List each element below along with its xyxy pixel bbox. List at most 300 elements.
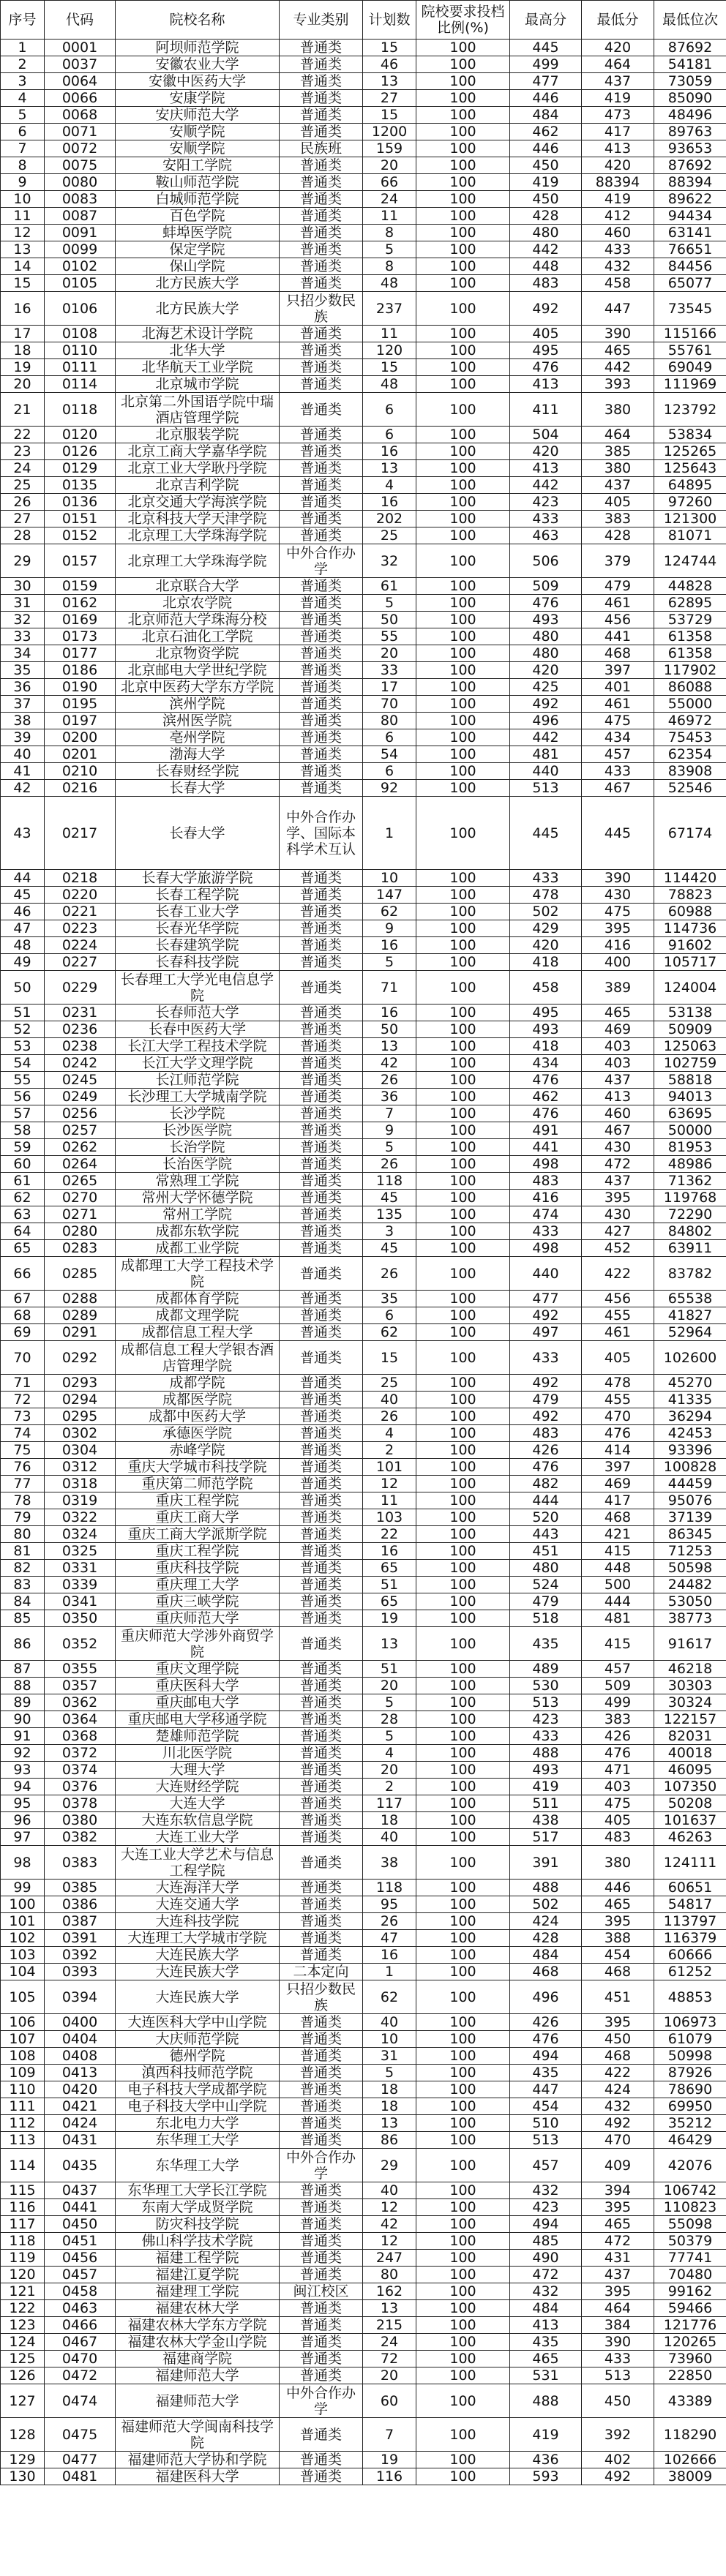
cell-school-name: 北京科技大学天津学院 (116, 511, 280, 527)
cell-plan: 103 (363, 1509, 416, 1526)
cell-category: 中外合作办学、国际本科学术互认 (280, 797, 363, 870)
table-row (1, 2199, 726, 2216)
cell-min-score: 447 (582, 292, 654, 326)
cell-index: 29 (1, 544, 45, 578)
cell-min-rank: 124111 (654, 1846, 726, 1880)
cell-category: 普通类 (280, 2065, 363, 2081)
cell-index: 92 (1, 1745, 45, 1762)
cell-max-score: 436 (510, 2452, 582, 2468)
cell-min-score: 417 (582, 1492, 654, 1509)
table-row (1, 2081, 726, 2098)
cell-code: 0280 (45, 1223, 116, 1240)
table-row (1, 40, 726, 56)
cell-ratio: 100 (416, 729, 510, 746)
cell-ratio: 100 (416, 73, 510, 90)
cell-max-score: 480 (510, 1560, 582, 1577)
cell-min-rank: 62354 (654, 746, 726, 763)
cell-min-score: 395 (582, 2014, 654, 2031)
header-min-rank: 最低位次 (654, 1, 726, 40)
cell-school-name: 长春师范大学 (116, 1005, 280, 1021)
cell-ratio: 100 (416, 2452, 510, 2468)
cell-min-score: 379 (582, 544, 654, 578)
cell-school-name: 大连民族大学 (116, 1980, 280, 2014)
table-row (1, 460, 726, 477)
cell-code: 0376 (45, 1779, 116, 1795)
cell-index: 126 (1, 2367, 45, 2384)
cell-index: 108 (1, 2048, 45, 2065)
table-row (1, 511, 726, 527)
cell-min-rank: 78823 (654, 887, 726, 904)
cell-max-score: 391 (510, 1846, 582, 1880)
cell-category: 普通类 (280, 1678, 363, 1694)
cell-ratio: 100 (416, 1678, 510, 1694)
cell-school-name: 安顺学院 (116, 140, 280, 157)
cell-code: 0291 (45, 1324, 116, 1341)
cell-min-score: 446 (582, 1880, 654, 1896)
cell-min-rank: 124004 (654, 971, 726, 1005)
cell-code: 0441 (45, 2199, 116, 2216)
cell-index: 40 (1, 746, 45, 763)
cell-min-score: 433 (582, 241, 654, 258)
cell-plan: 26 (363, 1408, 416, 1425)
cell-max-score: 450 (510, 191, 582, 208)
cell-min-score: 393 (582, 376, 654, 393)
cell-min-score: 403 (582, 1779, 654, 1795)
cell-ratio: 100 (416, 1122, 510, 1139)
cell-ratio: 100 (416, 971, 510, 1005)
cell-max-score: 426 (510, 1442, 582, 1459)
cell-plan: 40 (363, 2014, 416, 2031)
cell-ratio: 100 (416, 1038, 510, 1055)
cell-plan: 17 (363, 679, 416, 696)
cell-category: 普通类 (280, 107, 363, 124)
cell-code: 0466 (45, 2317, 116, 2334)
cell-max-score: 465 (510, 2351, 582, 2367)
cell-min-rank: 60988 (654, 904, 726, 920)
header-min-score: 最低分 (582, 1, 654, 40)
cell-plan: 32 (363, 544, 416, 578)
cell-code: 0302 (45, 1425, 116, 1442)
cell-school-name: 大连海洋大学 (116, 1880, 280, 1896)
cell-max-score: 433 (510, 511, 582, 527)
cell-plan: 118 (363, 1880, 416, 1896)
table-row (1, 578, 726, 595)
cell-min-score: 427 (582, 1223, 654, 1240)
cell-plan: 7 (363, 2418, 416, 2452)
cell-min-rank: 60666 (654, 1947, 726, 1964)
cell-category: 普通类 (280, 2351, 363, 2367)
cell-school-name: 成都工业学院 (116, 1240, 280, 1257)
cell-min-rank: 73960 (654, 2351, 726, 2367)
table-row (1, 241, 726, 258)
cell-school-name: 北京服装学院 (116, 427, 280, 443)
cell-max-score: 478 (510, 887, 582, 904)
cell-category: 普通类 (280, 208, 363, 225)
cell-ratio: 100 (416, 258, 510, 275)
cell-school-name: 德州学院 (116, 2048, 280, 2065)
cell-school-name: 重庆医科大学 (116, 1678, 280, 1694)
cell-ratio: 100 (416, 1442, 510, 1459)
cell-category: 普通类 (280, 2367, 363, 2384)
cell-min-rank: 71253 (654, 1543, 726, 1560)
cell-index: 111 (1, 2098, 45, 2115)
cell-min-score: 468 (582, 1509, 654, 1526)
table-row (1, 1021, 726, 1038)
cell-category: 中外合作办学 (280, 544, 363, 578)
table-row (1, 90, 726, 107)
cell-max-score: 413 (510, 376, 582, 393)
cell-plan: 86 (363, 2132, 416, 2149)
table-row (1, 780, 726, 797)
cell-min-score: 394 (582, 2182, 654, 2199)
table-row (1, 56, 726, 73)
table-row (1, 2182, 726, 2199)
cell-max-score: 518 (510, 1610, 582, 1627)
cell-index: 53 (1, 1038, 45, 1055)
table-row (1, 1812, 726, 1829)
cell-code: 0285 (45, 1257, 116, 1291)
cell-school-name: 长春工程学院 (116, 887, 280, 904)
cell-index: 56 (1, 1089, 45, 1105)
cell-min-rank: 91617 (654, 1627, 726, 1661)
cell-ratio: 100 (416, 1711, 510, 1728)
cell-index: 77 (1, 1476, 45, 1492)
table-row (1, 1257, 726, 1291)
cell-index: 90 (1, 1711, 45, 1728)
cell-school-name: 北京石油化工学院 (116, 628, 280, 645)
cell-max-score: 448 (510, 258, 582, 275)
cell-category: 普通类 (280, 1762, 363, 1779)
cell-min-rank: 45270 (654, 1375, 726, 1392)
cell-ratio: 100 (416, 56, 510, 73)
cell-plan: 5 (363, 954, 416, 971)
table-row (1, 1661, 726, 1678)
cell-max-score: 479 (510, 1593, 582, 1610)
cell-min-score: 450 (582, 2384, 654, 2418)
cell-ratio: 100 (416, 40, 510, 56)
cell-min-rank: 93653 (654, 140, 726, 157)
cell-school-name: 大连理工大学城市学院 (116, 1930, 280, 1947)
cell-min-score: 412 (582, 208, 654, 225)
cell-max-score: 488 (510, 1880, 582, 1896)
cell-min-score: 383 (582, 1711, 654, 1728)
cell-plan: 16 (363, 443, 416, 460)
cell-ratio: 100 (416, 1392, 510, 1408)
cell-min-rank: 36294 (654, 1408, 726, 1425)
cell-min-score: 395 (582, 1190, 654, 1206)
cell-code: 0129 (45, 460, 116, 477)
cell-plan: 7 (363, 1105, 416, 1122)
cell-min-score: 437 (582, 1072, 654, 1089)
cell-index: 11 (1, 208, 45, 225)
cell-min-score: 395 (582, 2199, 654, 2216)
cell-index: 62 (1, 1190, 45, 1206)
cell-index: 63 (1, 1206, 45, 1223)
cell-school-name: 东北电力大学 (116, 2115, 280, 2132)
cell-min-rank: 88394 (654, 174, 726, 191)
cell-category: 普通类 (280, 2098, 363, 2115)
table-row (1, 2031, 726, 2048)
cell-min-rank: 55761 (654, 342, 726, 359)
cell-max-score: 445 (510, 40, 582, 56)
cell-max-score: 513 (510, 2132, 582, 2149)
cell-code: 0162 (45, 595, 116, 612)
table-row (1, 1610, 726, 1627)
cell-min-score: 413 (582, 140, 654, 157)
cell-school-name: 成都信息工程大学 (116, 1324, 280, 1341)
cell-code: 0159 (45, 578, 116, 595)
cell-code: 0304 (45, 1442, 116, 1459)
cell-plan: 6 (363, 427, 416, 443)
cell-plan: 10 (363, 870, 416, 887)
cell-plan: 117 (363, 1795, 416, 1812)
cell-school-name: 长沙医学院 (116, 1122, 280, 1139)
cell-max-score: 476 (510, 2031, 582, 2048)
cell-min-score: 392 (582, 2418, 654, 2452)
cell-category: 普通类 (280, 174, 363, 191)
cell-min-rank: 94434 (654, 208, 726, 225)
cell-ratio: 100 (416, 2014, 510, 2031)
cell-plan: 31 (363, 2048, 416, 2065)
cell-max-score: 425 (510, 679, 582, 696)
cell-school-name: 大连财经学院 (116, 1779, 280, 1795)
cell-index: 16 (1, 292, 45, 326)
cell-min-rank: 72290 (654, 1206, 726, 1223)
cell-plan: 15 (363, 40, 416, 56)
cell-max-score: 472 (510, 2267, 582, 2283)
cell-ratio: 100 (416, 275, 510, 292)
table-row (1, 107, 726, 124)
cell-plan: 4 (363, 477, 416, 494)
cell-index: 25 (1, 477, 45, 494)
cell-index: 39 (1, 729, 45, 746)
cell-school-name: 重庆师范大学 (116, 1610, 280, 1627)
cell-max-score: 435 (510, 2334, 582, 2351)
cell-category: 普通类 (280, 1661, 363, 1678)
cell-index: 104 (1, 1964, 45, 1980)
cell-ratio: 100 (416, 1728, 510, 1745)
table-row (1, 1627, 726, 1661)
cell-plan: 116 (363, 2468, 416, 2485)
cell-index: 5 (1, 107, 45, 124)
cell-code: 0374 (45, 1762, 116, 1779)
cell-index: 87 (1, 1661, 45, 1678)
table-row (1, 1543, 726, 1560)
table-row (1, 1526, 726, 1543)
cell-code: 0256 (45, 1105, 116, 1122)
cell-plan: 25 (363, 1375, 416, 1392)
cell-category: 普通类 (280, 1005, 363, 1021)
table-row (1, 1728, 726, 1745)
table-row (1, 1694, 726, 1711)
cell-plan: 22 (363, 1526, 416, 1543)
cell-school-name: 北京城市学院 (116, 376, 280, 393)
cell-max-score: 502 (510, 1896, 582, 1913)
cell-plan: 16 (363, 1005, 416, 1021)
cell-school-name: 大连工业大学 (116, 1829, 280, 1846)
cell-code: 0294 (45, 1392, 116, 1408)
cell-max-score: 419 (510, 2418, 582, 2452)
cell-code: 0037 (45, 56, 116, 73)
cell-category: 普通类 (280, 2014, 363, 2031)
cell-min-rank: 70480 (654, 2267, 726, 2283)
cell-code: 0072 (45, 140, 116, 157)
table-row (1, 2149, 726, 2182)
cell-ratio: 100 (416, 2334, 510, 2351)
cell-min-score: 405 (582, 1341, 654, 1375)
cell-min-rank: 85090 (654, 90, 726, 107)
table-row (1, 1442, 726, 1459)
cell-code: 0218 (45, 870, 116, 887)
cell-category: 普通类 (280, 393, 363, 427)
table-row (1, 2014, 726, 2031)
table-row (1, 2115, 726, 2132)
cell-min-rank: 69950 (654, 2098, 726, 2115)
cell-ratio: 100 (416, 1610, 510, 1627)
cell-min-score: 464 (582, 2300, 654, 2317)
cell-min-rank: 120265 (654, 2334, 726, 2351)
cell-plan: 35 (363, 1291, 416, 1307)
cell-plan: 24 (363, 2334, 416, 2351)
cell-ratio: 100 (416, 2468, 510, 2485)
cell-code: 0102 (45, 258, 116, 275)
cell-ratio: 100 (416, 511, 510, 527)
cell-school-name: 长春工业大学 (116, 904, 280, 920)
cell-min-rank: 105717 (654, 954, 726, 971)
cell-category: 普通类 (280, 477, 363, 494)
cell-min-score: 415 (582, 1543, 654, 1560)
cell-code: 0126 (45, 443, 116, 460)
cell-index: 30 (1, 578, 45, 595)
cell-max-score: 513 (510, 780, 582, 797)
cell-ratio: 100 (416, 1577, 510, 1593)
cell-plan: 47 (363, 1930, 416, 1947)
cell-index: 75 (1, 1442, 45, 1459)
cell-category: 普通类 (280, 1038, 363, 1055)
cell-ratio: 100 (416, 696, 510, 713)
cell-index: 52 (1, 1021, 45, 1038)
cell-index: 64 (1, 1223, 45, 1240)
cell-plan: 12 (363, 2233, 416, 2250)
table-row (1, 1105, 726, 1122)
table-row (1, 713, 726, 729)
cell-code: 0264 (45, 1156, 116, 1173)
cell-min-score: 432 (582, 2098, 654, 2115)
cell-max-score: 510 (510, 2115, 582, 2132)
cell-category: 普通类 (280, 2216, 363, 2233)
table-row (1, 1980, 726, 2014)
cell-school-name: 大连医科大学中山学院 (116, 2014, 280, 2031)
cell-index: 120 (1, 2267, 45, 2283)
cell-school-name: 大连科技学院 (116, 1913, 280, 1930)
cell-ratio: 100 (416, 1223, 510, 1240)
cell-min-score: 395 (582, 2283, 654, 2300)
cell-code: 0322 (45, 1509, 116, 1526)
cell-min-score: 457 (582, 746, 654, 763)
cell-code: 0110 (45, 342, 116, 359)
cell-category: 普通类 (280, 1291, 363, 1307)
cell-min-score: 424 (582, 2081, 654, 2098)
cell-plan: 120 (363, 342, 416, 359)
cell-category: 普通类 (280, 2267, 363, 2283)
cell-min-rank: 43389 (654, 2384, 726, 2418)
cell-min-score: 432 (582, 258, 654, 275)
cell-plan: 60 (363, 2384, 416, 2418)
cell-index: 36 (1, 679, 45, 696)
cell-max-score: 438 (510, 1812, 582, 1829)
cell-ratio: 100 (416, 292, 510, 326)
cell-min-score: 384 (582, 2317, 654, 2334)
cell-index: 125 (1, 2351, 45, 2367)
cell-min-rank: 84802 (654, 1223, 726, 1240)
cell-plan: 48 (363, 275, 416, 292)
cell-index: 13 (1, 241, 45, 258)
cell-category: 普通类 (280, 359, 363, 376)
table-row (1, 1947, 726, 1964)
cell-school-name: 成都中医药大学 (116, 1408, 280, 1425)
cell-ratio: 100 (416, 241, 510, 258)
cell-ratio: 100 (416, 1139, 510, 1156)
cell-code: 0288 (45, 1291, 116, 1307)
cell-max-score: 492 (510, 292, 582, 326)
cell-code: 0075 (45, 157, 116, 174)
cell-min-score: 455 (582, 1307, 654, 1324)
cell-school-name: 安徽中医药大学 (116, 73, 280, 90)
cell-min-score: 481 (582, 1610, 654, 1627)
cell-index: 122 (1, 2300, 45, 2317)
cell-code: 0293 (45, 1375, 116, 1392)
cell-max-score: 451 (510, 1543, 582, 1560)
cell-index: 26 (1, 494, 45, 511)
cell-min-rank: 110823 (654, 2199, 726, 2216)
cell-min-rank: 63141 (654, 225, 726, 241)
table-row (1, 2250, 726, 2267)
cell-ratio: 100 (416, 2250, 510, 2267)
cell-min-score: 433 (582, 2351, 654, 2367)
cell-plan: 1 (363, 1964, 416, 1980)
cell-min-rank: 114420 (654, 870, 726, 887)
cell-index: 27 (1, 511, 45, 527)
cell-min-rank: 111969 (654, 376, 726, 393)
cell-min-score: 431 (582, 2250, 654, 2267)
cell-category: 普通类 (280, 2199, 363, 2216)
cell-index: 96 (1, 1812, 45, 1829)
cell-code: 0262 (45, 1139, 116, 1156)
cell-school-name: 北京邮电大学世纪学院 (116, 662, 280, 679)
cell-code: 0229 (45, 971, 116, 1005)
cell-school-name: 北方民族大学 (116, 275, 280, 292)
cell-min-score: 457 (582, 1661, 654, 1678)
cell-min-rank: 59466 (654, 2300, 726, 2317)
cell-code: 0200 (45, 729, 116, 746)
cell-index: 41 (1, 763, 45, 780)
cell-max-score: 420 (510, 443, 582, 460)
cell-index: 82 (1, 1560, 45, 1577)
cell-min-score: 445 (582, 797, 654, 870)
cell-max-score: 498 (510, 1240, 582, 1257)
cell-min-score: 483 (582, 1829, 654, 1846)
table-row (1, 2098, 726, 2115)
cell-min-rank: 54181 (654, 56, 726, 73)
cell-min-rank: 53729 (654, 612, 726, 628)
cell-ratio: 100 (416, 527, 510, 544)
cell-index: 109 (1, 2065, 45, 2081)
cell-code: 0271 (45, 1206, 116, 1223)
cell-ratio: 100 (416, 2267, 510, 2283)
cell-min-rank: 94013 (654, 1089, 726, 1105)
cell-school-name: 重庆师范大学涉外商贸学院 (116, 1627, 280, 1661)
cell-min-score: 450 (582, 2031, 654, 2048)
